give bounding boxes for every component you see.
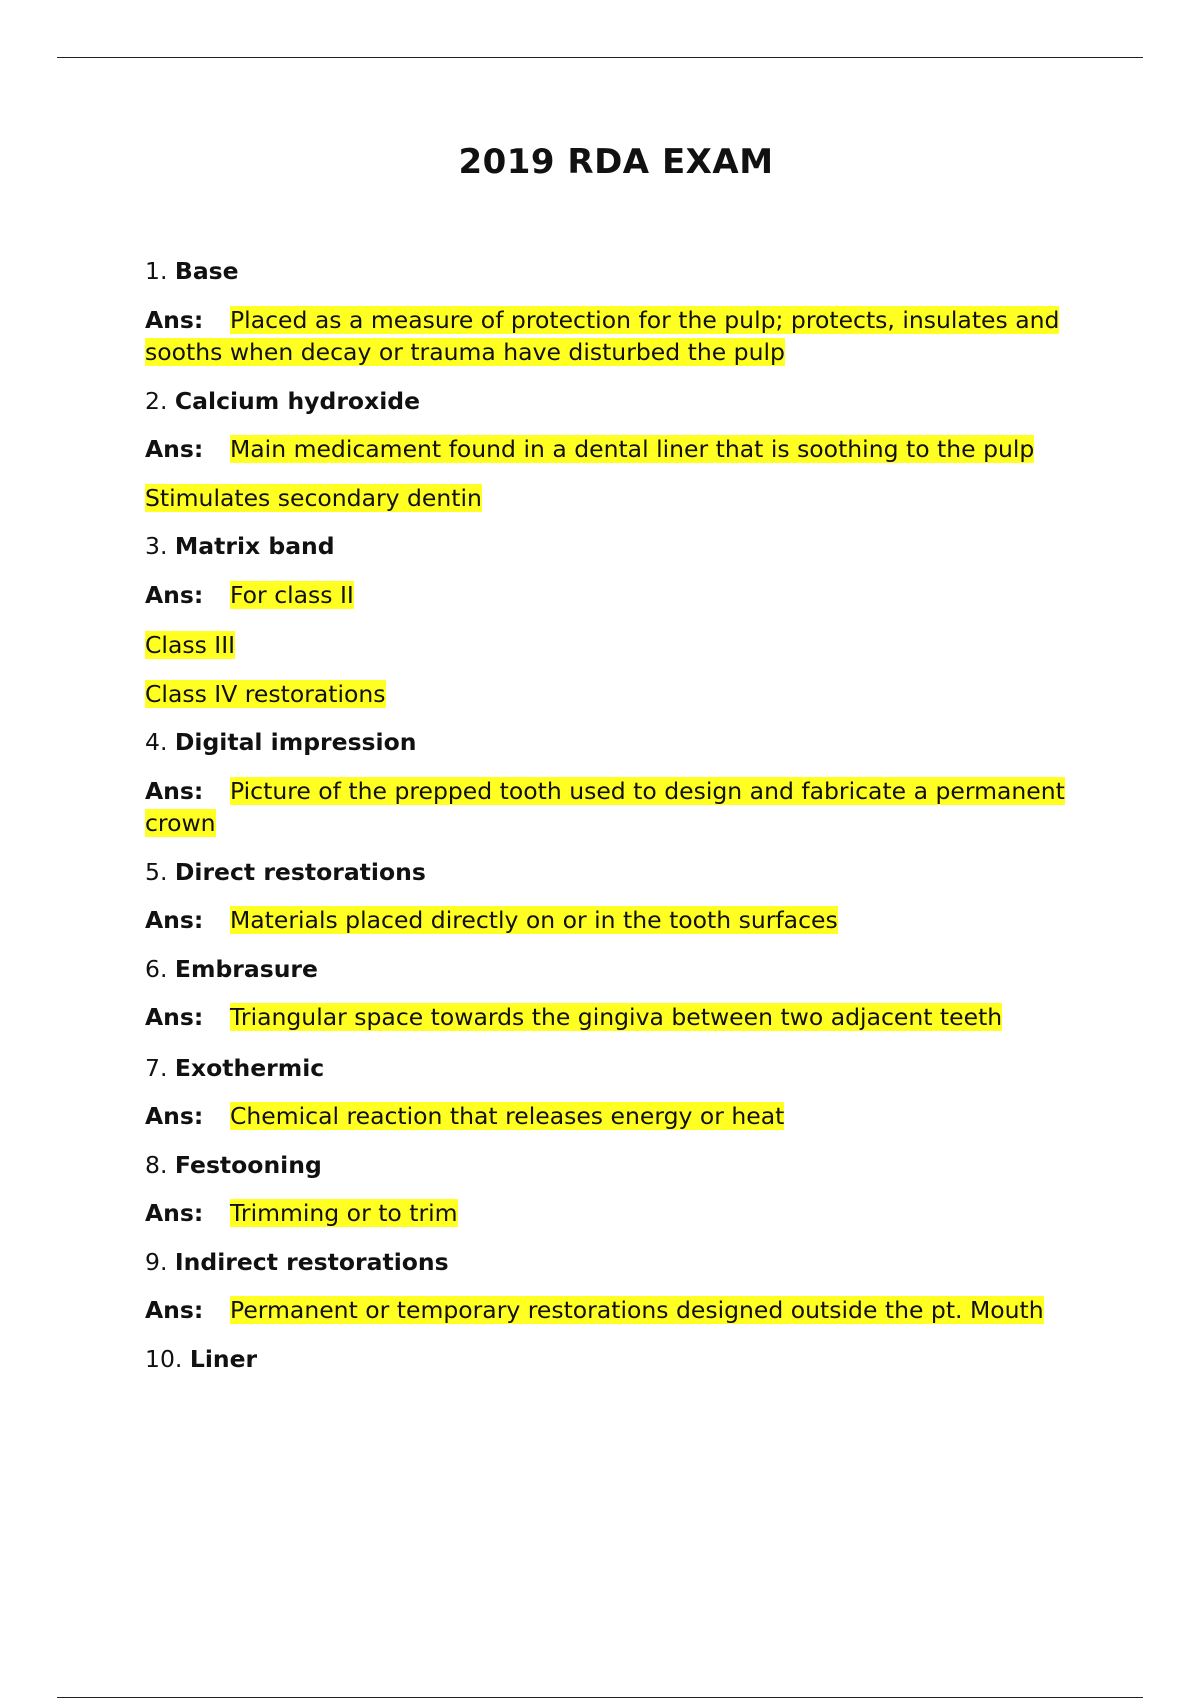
answer [145, 1001, 1105, 1034]
question-term: Matrix band [174, 532, 335, 560]
question-term: Direct restorations [174, 857, 426, 886]
answer-label: Ans: [145, 906, 204, 934]
answer [145, 433, 1105, 466]
answer-label: Ans: [145, 1102, 204, 1130]
answer-label: Ans: [145, 435, 204, 463]
question-term: Indirect restorations [174, 1247, 449, 1276]
answer [145, 579, 1105, 612]
question-term: Festooning [174, 1150, 322, 1179]
answer-extra-text: Stimulates secondary dentin [145, 483, 482, 512]
answer-extra-line [145, 678, 1105, 711]
answer-text: Chemical reaction that releases energy or heat [230, 1102, 785, 1130]
question-item [145, 1246, 1105, 1279]
question-term: Digital impression [174, 728, 417, 756]
answer-text: Picture of the prepped tooth used to design and fabricate a permanent crown [145, 776, 1065, 837]
answer-text: For class II [230, 580, 354, 609]
question-term: Calcium hydroxide [174, 386, 421, 415]
answer-extra-line [145, 629, 1105, 662]
question-number: 1. [145, 257, 168, 285]
question-number: 6. [145, 954, 168, 983]
question-term: Base [174, 257, 239, 285]
answer [145, 904, 1105, 937]
question-number: 7. [145, 1053, 168, 1082]
question-number: 4. [145, 728, 168, 756]
question-term: Liner [189, 1344, 258, 1373]
question-number: 3. [145, 532, 168, 560]
question-term: Exothermic [174, 1053, 325, 1082]
question-item [145, 385, 1105, 418]
question-item [145, 1343, 1105, 1376]
answer-text: Triangular space towards the gingiva between two adjacent teeth [230, 1003, 1003, 1031]
question-item [145, 856, 1105, 889]
answer [145, 304, 1105, 369]
question-number: 9. [145, 1247, 168, 1276]
answer-extra-line [145, 482, 1105, 515]
question-number: 2. [145, 386, 168, 415]
answer [145, 1294, 1105, 1327]
answer-label: Ans: [145, 305, 204, 334]
answer [145, 1100, 1105, 1133]
question-term: Embrasure [174, 954, 318, 983]
question-number: 8. [145, 1150, 168, 1179]
answer [145, 775, 1105, 840]
answer-label: Ans: [145, 1199, 204, 1227]
question-list [145, 255, 1105, 1391]
answer-text: Placed as a measure of protection for the pulp; protects, insulates and sooths when decay or trauma have disturbed the pulp [145, 305, 1060, 366]
question-number: 10. [145, 1344, 183, 1373]
answer-text: Permanent or temporary restorations designed outside the pt. Mouth [230, 1296, 1044, 1324]
question-item [145, 255, 1105, 288]
answer [145, 1197, 1105, 1230]
question-item [145, 953, 1105, 986]
answer-label: Ans: [145, 1003, 204, 1031]
question-item [145, 726, 1105, 759]
page-title: 2019 RDA EXAM [458, 142, 774, 182]
question-item [145, 530, 1105, 563]
question-item [145, 1149, 1105, 1182]
answer-label: Ans: [145, 580, 204, 609]
answer-text: Materials placed directly on or in the tooth surfaces [230, 906, 838, 934]
answer-extra-text: Class III [145, 631, 236, 659]
answer-extra-text: Class IV restorations [145, 679, 386, 708]
answer-text: Main medicament found in a dental liner that is soothing to the pulp [230, 435, 1035, 463]
answer-label: Ans: [145, 776, 204, 805]
question-item [145, 1052, 1105, 1085]
answer-label: Ans: [145, 1296, 204, 1324]
question-number: 5. [145, 857, 168, 886]
answer-text: Trimming or to trim [230, 1199, 458, 1227]
footer-rule [57, 1697, 1143, 1698]
header-rule [57, 57, 1143, 58]
